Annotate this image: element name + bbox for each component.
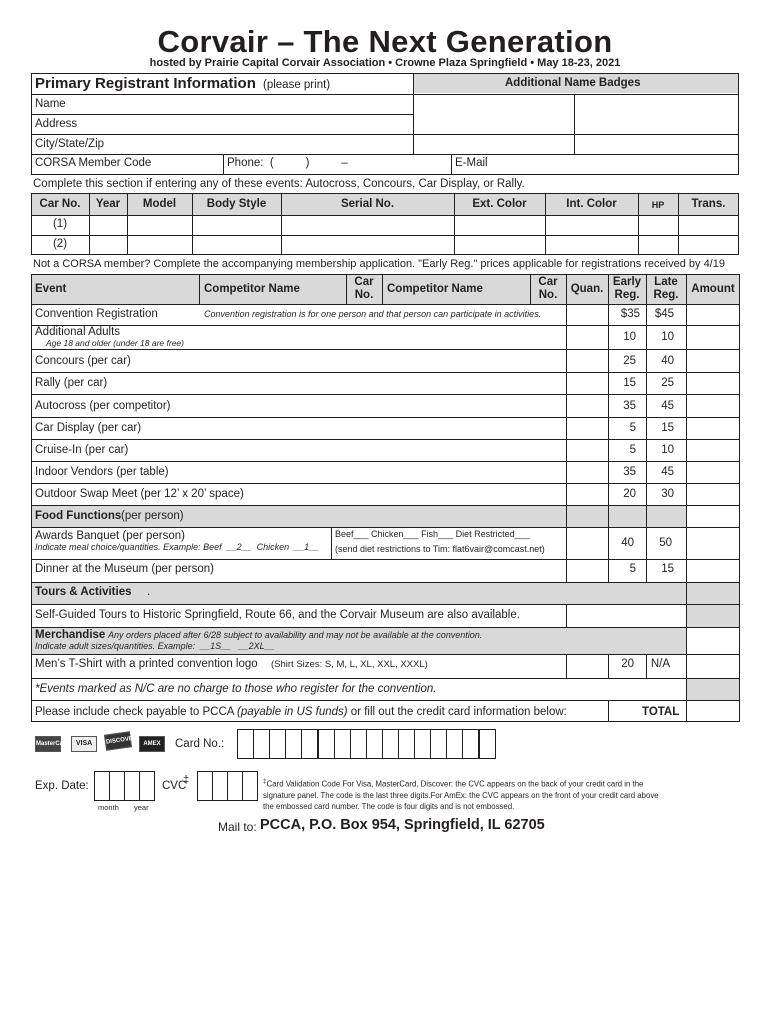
hdr-car-top-2: Car — [538, 276, 558, 288]
cvc-box[interactable] — [212, 771, 228, 801]
cvc-note: ‡Card Validation Code For Visa, MasterCard, Discover: the CVC appears on the back of your credit card in the signature panel. The code is the last three digits.For AmEx: the CVC appears on the front of your credit card above the embossed card number. The code is four digits and is not embossed. — [263, 778, 659, 811]
col-ext-color: Ext. Color — [472, 198, 527, 210]
event-row-label: Cruise-In (per car) — [35, 444, 129, 456]
month-label: month — [98, 803, 119, 812]
mail-prefix: Mail to: — [218, 820, 257, 834]
dinner-late: 15 — [661, 563, 674, 575]
convention-early: $35 — [620, 308, 640, 320]
card-digit-box[interactable] — [301, 729, 318, 759]
adults-label: Additional Adults — [35, 326, 121, 338]
event-row-late: 25 — [661, 377, 674, 389]
card-digit-box[interactable] — [366, 729, 383, 759]
page-subtitle: hosted by Prairie Capital Corvair Association • Crowne Plaza Springfield • May 18-23, 2021 — [149, 57, 621, 69]
member-code-field[interactable]: CORSA Member Code — [35, 157, 152, 169]
col-body-style: Body Style — [206, 198, 267, 210]
tshirt-early: 20 — [621, 658, 634, 670]
convention-label: Convention Registration — [35, 308, 158, 320]
event-row-label: Indoor Vendors (per table) — [35, 466, 169, 478]
banquet-label: Awards Banquet (per person) — [35, 530, 186, 542]
card-digit-box[interactable] — [237, 729, 254, 759]
exp-box[interactable] — [139, 771, 155, 801]
adults-sub: Age 18 and older (under 18 are free) — [46, 338, 184, 348]
cvc-box[interactable] — [197, 771, 213, 801]
event-row-early: 25 — [623, 355, 636, 367]
registrant-hint: (please print) — [263, 79, 331, 91]
hdr-car-top-1: Car — [354, 276, 374, 288]
event-row-label: Rally (per car) — [35, 377, 108, 389]
adults-early: 10 — [623, 331, 636, 343]
cvc-box[interactable] — [242, 771, 258, 801]
card-digit-box[interactable] — [462, 729, 479, 759]
event-row-late: 40 — [661, 355, 674, 367]
col-serial: Serial No. — [340, 198, 395, 210]
tshirt-late: N/A — [650, 658, 670, 670]
food-title: Food Functions — [35, 510, 122, 522]
event-row-early: 35 — [623, 466, 636, 478]
event-row-early: 15 — [623, 377, 636, 389]
event-row-early: 5 — [629, 444, 636, 456]
hdr-early-top: Early — [612, 276, 642, 288]
city-field[interactable]: City/State/Zip — [35, 138, 105, 150]
tours-title: Tours & Activities — [35, 586, 132, 598]
visa-icon: VISA — [71, 736, 97, 752]
event-row-late: 45 — [661, 400, 674, 412]
phone-field[interactable]: Phone: ( ) – — [227, 157, 348, 169]
mastercard-icon: MasterCard — [35, 736, 61, 752]
convention-note: Convention registration is for one person and that person can participate in activities. — [204, 309, 542, 319]
hdr-event: Event — [35, 283, 67, 295]
cvc-mark: ‡ — [183, 774, 190, 786]
vehicle-row-2[interactable]: (2) — [52, 238, 68, 250]
amex-icon: AMEX — [139, 736, 165, 752]
col-hp: HP — [651, 200, 665, 210]
total-label: TOTAL — [642, 706, 680, 718]
payment-note: Please include check payable to PCCA (payable in US funds) or fill out the credit card information below: — [35, 706, 567, 718]
card-digit-box[interactable] — [253, 729, 270, 759]
card-digit-box[interactable] — [350, 729, 367, 759]
col-trans: Trans. — [691, 198, 726, 210]
card-digit-box[interactable] — [334, 729, 351, 759]
banquet-diet-note: (send diet restrictions to Tim: flat6vair@comcast.net) — [335, 544, 545, 554]
hdr-quan: Quan. — [570, 283, 604, 295]
name-field[interactable]: Name — [35, 98, 66, 110]
merch-title: Merchandise — [35, 629, 106, 641]
event-row-early: 5 — [629, 422, 636, 434]
card-digit-box[interactable] — [414, 729, 431, 759]
merch-example: Indicate adult sizes/quantities. Example: __1S__ __2XL__ — [35, 641, 275, 651]
hdr-early-bottom: Reg. — [614, 289, 640, 301]
card-digit-box[interactable] — [285, 729, 302, 759]
event-row-label: Car Display (per car) — [35, 422, 142, 434]
col-int-color: Int. Color — [566, 198, 617, 210]
card-digit-box[interactable] — [398, 729, 415, 759]
exp-box[interactable] — [94, 771, 110, 801]
event-row-early: 35 — [623, 400, 636, 412]
event-row-late: 45 — [661, 466, 674, 478]
hdr-car-bottom-2: No. — [538, 289, 558, 301]
page-title: Corvair – The Next Generation — [157, 24, 613, 59]
banquet-example: Indicate meal choice/quantities. Example: Beef __2__ Chicken __1__ — [35, 542, 320, 552]
banquet-late: 50 — [659, 537, 672, 549]
event-row-late: 15 — [661, 422, 674, 434]
hdr-late-top: Late — [654, 276, 678, 288]
card-digit-box[interactable] — [269, 729, 286, 759]
tshirt-label: Men’s T-Shirt with a printed convention logo — [35, 658, 258, 670]
hdr-car-bottom-1: No. — [354, 289, 374, 301]
banquet-early: 40 — [621, 537, 634, 549]
dinner-early: 5 — [629, 563, 636, 575]
discover-icon: DISCOVER — [104, 731, 132, 750]
adults-late: 10 — [661, 331, 674, 343]
hdr-amount: Amount — [691, 283, 735, 295]
col-model: Model — [142, 198, 177, 210]
merch-note: Any orders placed after 6/28 subject to availability and may not be available at the convention. — [108, 630, 483, 640]
card-digit-box[interactable] — [382, 729, 399, 759]
registrant-title: Primary Registrant Information — [35, 75, 256, 92]
cvc-label: CVC — [162, 780, 187, 792]
hdr-competitor-2: Competitor Name — [387, 283, 483, 295]
card-digit-box[interactable] — [446, 729, 463, 759]
dinner-label: Dinner at the Museum (per person) — [35, 563, 214, 575]
banquet-choices[interactable]: Beef___ Chicken___ Fish___ Diet Restricted___ — [335, 529, 530, 539]
cvc-box[interactable] — [227, 771, 243, 801]
tours-text: Self-Guided Tours to Historic Springfield, Route 66, and the Corvair Museum are also available. — [35, 609, 520, 621]
address-field[interactable]: Address — [35, 118, 78, 130]
hdr-competitor-1: Competitor Name — [204, 283, 300, 295]
tshirt-sizes: (Shirt Sizes: S, M, L, XL, XXL, XXXL) — [271, 659, 428, 670]
col-year: Year — [95, 198, 121, 210]
tours-title-suffix: . — [147, 586, 151, 598]
hdr-late-bottom: Reg. — [653, 289, 679, 301]
convention-late: $45 — [654, 308, 674, 320]
event-row-label: Concours (per car) — [35, 355, 131, 367]
event-row-early: 20 — [623, 488, 636, 500]
mail-address: PCCA, P.O. Box 954, Springfield, IL 62705 — [260, 817, 545, 833]
vehicle-note: Complete this section if entering any of these events: Autocross, Concours, Car Display, or Rally. — [33, 178, 525, 190]
badges-title: Additional Name Badges — [505, 77, 641, 89]
event-row-late: 10 — [661, 444, 674, 456]
email-field[interactable]: E-Mail — [455, 157, 488, 169]
event-row-label: Outdoor Swap Meet (per 12’ x 20’ space) — [35, 488, 244, 500]
food-title-suffix: (per person) — [121, 510, 184, 522]
card-digit-box[interactable] — [479, 729, 496, 759]
card-digit-box[interactable] — [430, 729, 447, 759]
exp-label: Exp. Date: — [35, 780, 89, 792]
event-row-late: 30 — [661, 488, 674, 500]
nc-note: *Events marked as N/C are no charge to those who register for the convention. — [35, 683, 437, 695]
card-no-label: Card No.: — [175, 738, 225, 750]
year-label: year — [134, 803, 149, 812]
exp-box[interactable] — [124, 771, 140, 801]
card-digit-box[interactable] — [318, 729, 335, 759]
event-row-label: Autocross (per competitor) — [35, 400, 171, 412]
exp-box[interactable] — [109, 771, 125, 801]
events-note: Not a CORSA member? Complete the accompanying membership application. "Early Reg." prices applicable for registrations received by 4/19 — [33, 258, 725, 270]
vehicle-row-1[interactable]: (1) — [52, 218, 68, 230]
col-car-no: Car No. — [39, 198, 81, 210]
